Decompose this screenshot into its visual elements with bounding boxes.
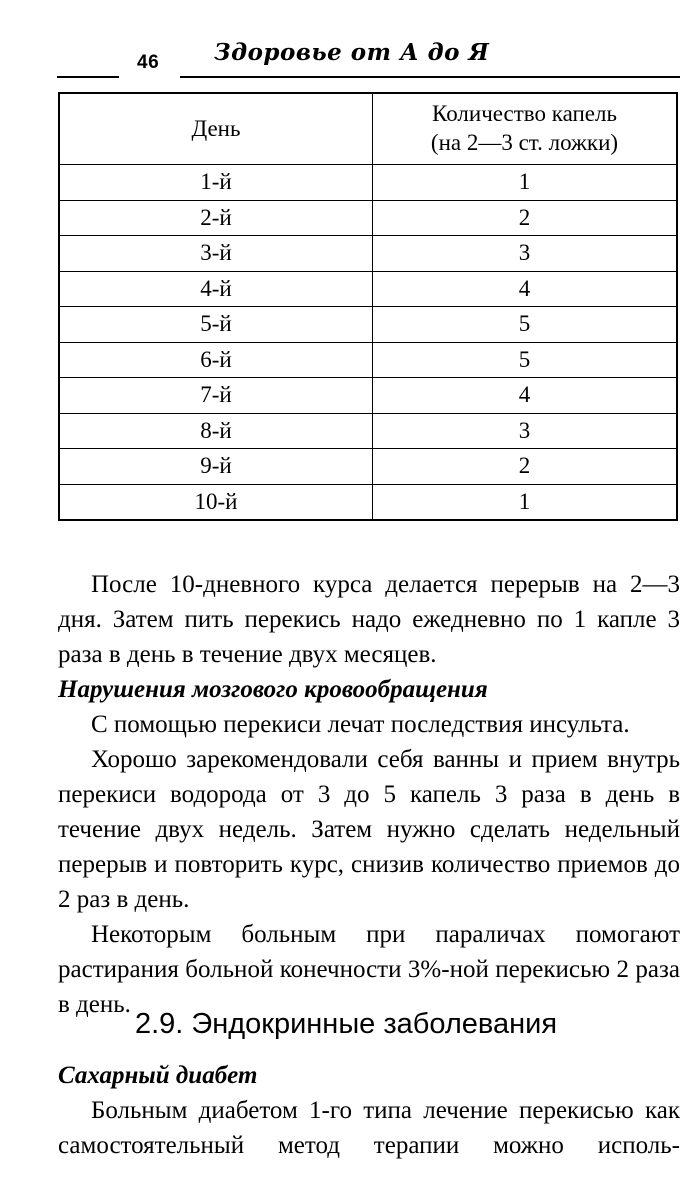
paragraph-break-course: После 10-дневного курса делается перерыв на 2—3 дня. Затем пить перекись надо ежедневно по 1 капле 3 раза в день в течение двух месяцев. bbox=[58, 571, 680, 668]
dosage-table bbox=[58, 92, 678, 521]
cell-drops: 2 bbox=[373, 449, 678, 485]
table-row bbox=[59, 271, 677, 307]
table-row bbox=[59, 307, 677, 343]
cell-day: 6-й bbox=[59, 342, 373, 378]
paragraph-diabetes: Больным диабетом 1-го типа лечение перекисью как самостоятельный метод терапии можно исполь- bbox=[58, 1097, 680, 1159]
cell-drops: 4 bbox=[373, 378, 678, 414]
header-day: День bbox=[59, 93, 373, 165]
cell-drops: 5 bbox=[373, 307, 678, 343]
table-row bbox=[59, 378, 677, 414]
header-rule-left bbox=[57, 76, 119, 78]
cell-day: 7-й bbox=[59, 378, 373, 414]
cell-drops: 3 bbox=[373, 413, 678, 449]
page-header bbox=[0, 38, 692, 82]
table-row bbox=[59, 449, 677, 485]
cell-drops: 1 bbox=[373, 484, 678, 520]
subhead-diabetes: Сахарный диабет bbox=[58, 1062, 258, 1089]
cell-day: 8-й bbox=[59, 413, 373, 449]
paragraph-stroke: С помощью перекиси лечат последствия инсульта. bbox=[91, 711, 630, 738]
section-title: 2.9. Эндокринные заболевания bbox=[134, 1008, 558, 1040]
cell-day: 2-й bbox=[59, 200, 373, 236]
cell-drops: 2 bbox=[373, 200, 678, 236]
body-text-block-2 bbox=[58, 1058, 680, 1163]
paragraph-baths: Хорошо зарекомендовали себя ванны и прием внутрь перекиси водорода от 3 до 5 капель 3 раза в день в течение двух недель. Затем нужно сделать недельный перерыв и повторить курс, снизив количество приемов до 2 раз в день. bbox=[58, 746, 680, 913]
table-row bbox=[59, 484, 677, 520]
cell-drops: 1 bbox=[373, 165, 678, 201]
table-row bbox=[59, 165, 677, 201]
body-text-block-1 bbox=[58, 567, 680, 1022]
cell-day: 1-й bbox=[59, 165, 373, 201]
header-drops-line2: (на 2—3 ст. ложки) bbox=[430, 130, 619, 155]
table-row bbox=[59, 413, 677, 449]
cell-day: 9-й bbox=[59, 449, 373, 485]
subhead-cerebral-circulation: Нарушения мозгового кровообращения bbox=[58, 676, 488, 703]
running-title: Здоровье от А до Я bbox=[214, 39, 490, 66]
cell-day: 10-й bbox=[59, 484, 373, 520]
page-number: 46 bbox=[137, 52, 160, 73]
cell-drops: 4 bbox=[373, 271, 678, 307]
paragraph-paralysis: Некоторым больным при параличах помогают растирания больной конечности 3%-ной перекисью 2 раза в день. bbox=[58, 921, 680, 1018]
cell-day: 4-й bbox=[59, 271, 373, 307]
cell-drops: 5 bbox=[373, 342, 678, 378]
cell-drops: 3 bbox=[373, 236, 678, 272]
header-rule-right bbox=[180, 76, 680, 78]
cell-day: 5-й bbox=[59, 307, 373, 343]
header-drops bbox=[373, 93, 678, 165]
table-row bbox=[59, 236, 677, 272]
cell-day: 3-й bbox=[59, 236, 373, 272]
table-header-row bbox=[59, 93, 677, 165]
header-drops-line1: Количество капель bbox=[432, 101, 617, 127]
table-row bbox=[59, 200, 677, 236]
table-row bbox=[59, 342, 677, 378]
